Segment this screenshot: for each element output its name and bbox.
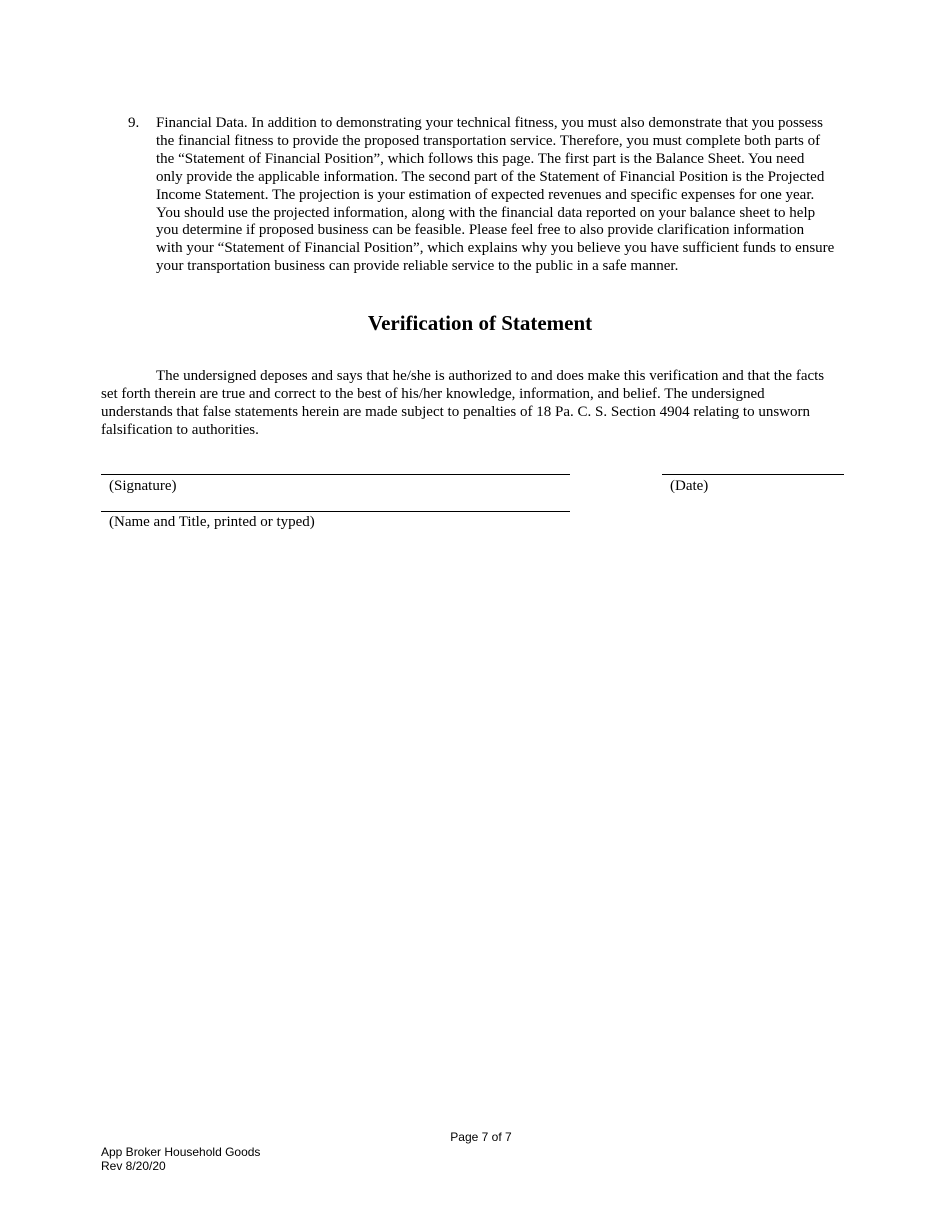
paragraph-line: your transportation business can provide reliable service to the public in a safe manner. — [156, 258, 679, 275]
paragraph-line: only provide the applicable information. The second part of the Statement of Financial Position is the Projected — [156, 168, 825, 185]
date-label: (Date) — [670, 478, 709, 494]
signature-label: (Signature) — [109, 478, 177, 494]
paragraph-line: falsification to authorities. — [101, 421, 259, 438]
footer-form-info — [101, 1145, 260, 1173]
form-name: App Broker Household Goods — [101, 1145, 261, 1159]
paragraph-line: set forth therein are true and correct to the best of his/her knowledge, information, and belief. The undersigned — [101, 385, 765, 402]
paragraph-line: with your “Statement of Financial Position”, which explains why you believe you have sufficient funds to ensure — [156, 240, 835, 257]
verification-paragraph — [101, 368, 861, 440]
paragraph-line: the financial fitness to provide the proposed transportation service. Therefore, you must complete both parts of — [156, 132, 821, 149]
date-line[interactable] — [662, 474, 844, 475]
page-number: Page 7 of 7 — [450, 1130, 512, 1144]
paragraph-line: Financial Data. In addition to demonstrating your technical fitness, you must also demonstrate that you possess — [156, 115, 823, 131]
paragraph-line: understands that false statements herein are made subject to penalties of 18 Pa. C. S. Section 4904 relating to unsworn — [101, 403, 810, 420]
paragraph-line: Income Statement. The projection is your estimation of expected revenues and specific expenses for one year. — [156, 186, 815, 203]
name-title-label: (Name and Title, printed or typed) — [109, 514, 315, 530]
section-heading: Verification of Statement — [367, 311, 593, 335]
numbered-item-9 — [101, 115, 861, 276]
paragraph-line: The undersigned deposes and says that he/she is authorized to and does make this verification and that the facts — [156, 368, 825, 384]
paragraph-line: the “Statement of Financial Position”, which follows this page. The first part is the Balance Sheet. You need — [156, 150, 805, 167]
paragraph-line: You should use the projected information, along with the financial data reported on your balance sheet to help — [156, 204, 816, 221]
paragraph-line: you determine if proposed business can be feasible. Please feel free to also provide clarification information — [156, 222, 805, 239]
signature-line[interactable] — [101, 474, 570, 475]
name-title-line[interactable] — [101, 511, 570, 512]
item-paragraph — [156, 115, 861, 276]
revision-date: Rev 8/20/20 — [101, 1159, 166, 1173]
item-number: 9. — [128, 115, 140, 131]
